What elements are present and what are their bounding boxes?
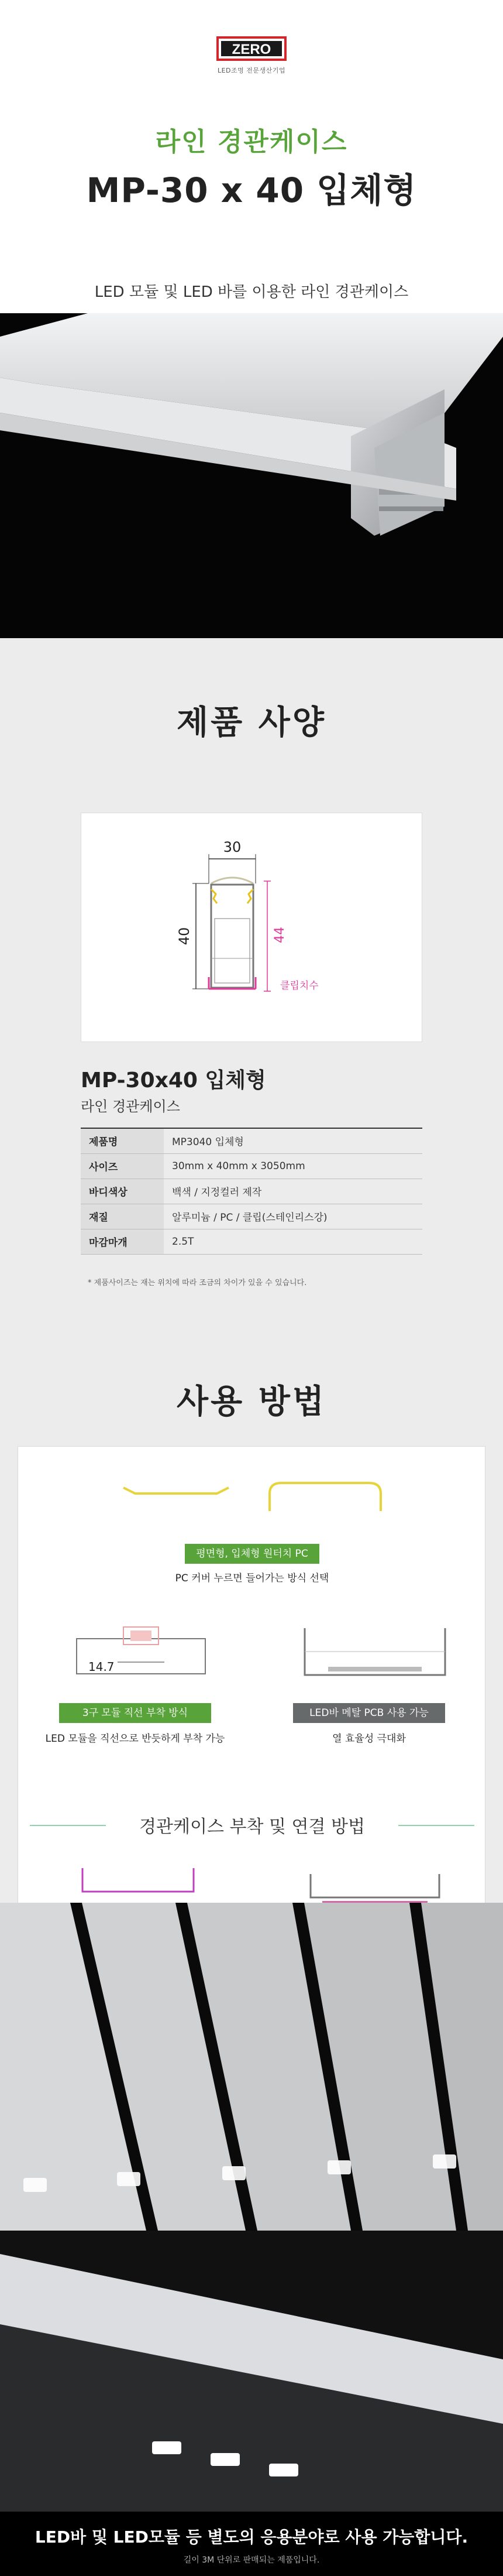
footer-main: LED바 및 LED모듈 등 별도의 응용분야로 사용 가능합니다. [35, 2527, 468, 2547]
width-label: 30 [223, 839, 242, 855]
table-row [81, 1179, 422, 1204]
pc-cover-illustration [118, 1470, 392, 1517]
table-row [81, 1128, 422, 1153]
pc-caption: PC 커버 누르면 들어가는 방식 선택 [175, 1573, 329, 1584]
title-line2: MP-30 x 40 입체형 [86, 170, 417, 210]
header [0, 0, 503, 304]
product-code: MP-30x40 입체형 [81, 1068, 266, 1092]
spec-table [81, 1128, 422, 1255]
lit-case-photo [0, 2231, 503, 2512]
pcb-tag: LED바 메탈 PCB 사용 가능 [293, 1703, 445, 1723]
spec-value: 알루미늄 / PC / 클립(스테인리스강) [164, 1204, 422, 1229]
table-row [81, 1204, 422, 1229]
spec-value: 30mm x 40mm x 3050mm [164, 1153, 422, 1179]
usage-section-title: 사용 방법 [177, 1383, 326, 1421]
spec-note: * 제품사이즈는 재는 위치에 따라 조금의 차이가 있을 수 있습니다. [88, 1279, 307, 1287]
brand-tagline: LED조명 전문생산기업 [217, 67, 286, 74]
product-name: 라인 경관케이스 [81, 1098, 180, 1115]
table-row [81, 1229, 422, 1254]
pc-tag: 평면형, 입체형 원터치 PC [185, 1544, 319, 1564]
spec-value: 2.5T [164, 1229, 422, 1254]
footer-sub: 길이 3M 단위로 판매되는 제품입니다. [183, 2556, 320, 2565]
spec-key: 사이즈 [81, 1153, 164, 1179]
hero-product-image [0, 313, 503, 638]
spec-key: 마감마개 [81, 1229, 164, 1254]
height-label: 40 [176, 927, 192, 946]
zero-logo [216, 36, 287, 61]
spec-value: 백색 / 지정컬러 제작 [164, 1179, 422, 1204]
module-diagram [53, 1598, 229, 1691]
spec-key: 제품명 [81, 1128, 164, 1153]
divider-right [398, 1825, 474, 1826]
table-row [81, 1153, 422, 1179]
pcb-diagram [287, 1616, 463, 1693]
title-line1: 라인 경관케이스 [155, 127, 348, 157]
spec-value: MP3040 입체형 [164, 1128, 422, 1153]
installed-cases-photo [0, 1903, 503, 2231]
logo-text: ZERO [232, 42, 271, 57]
module-dim: 14.7 [88, 1660, 115, 1674]
spec-section [0, 638, 503, 1341]
header-subtitle: LED 모듈 및 LED 바를 이용한 라인 경관케이스 [94, 283, 409, 301]
dimension-diagram [81, 813, 422, 1042]
pcb-caption: 열 효율성 극대화 [332, 1733, 406, 1745]
clip-height-label: 44 [273, 927, 287, 943]
clip-label: 클립치수 [280, 980, 319, 992]
spec-key: 바디색상 [81, 1179, 164, 1204]
module-tag: 3구 모듈 직선 부착 방식 [59, 1703, 211, 1723]
module-caption: LED 모듈을 직선으로 반듯하게 부착 가능 [45, 1733, 225, 1745]
spec-section-title: 제품 사양 [177, 704, 326, 742]
connect-title: 경관케이스 부착 및 연결 방법 [139, 1817, 365, 1837]
spec-key: 재질 [81, 1204, 164, 1229]
